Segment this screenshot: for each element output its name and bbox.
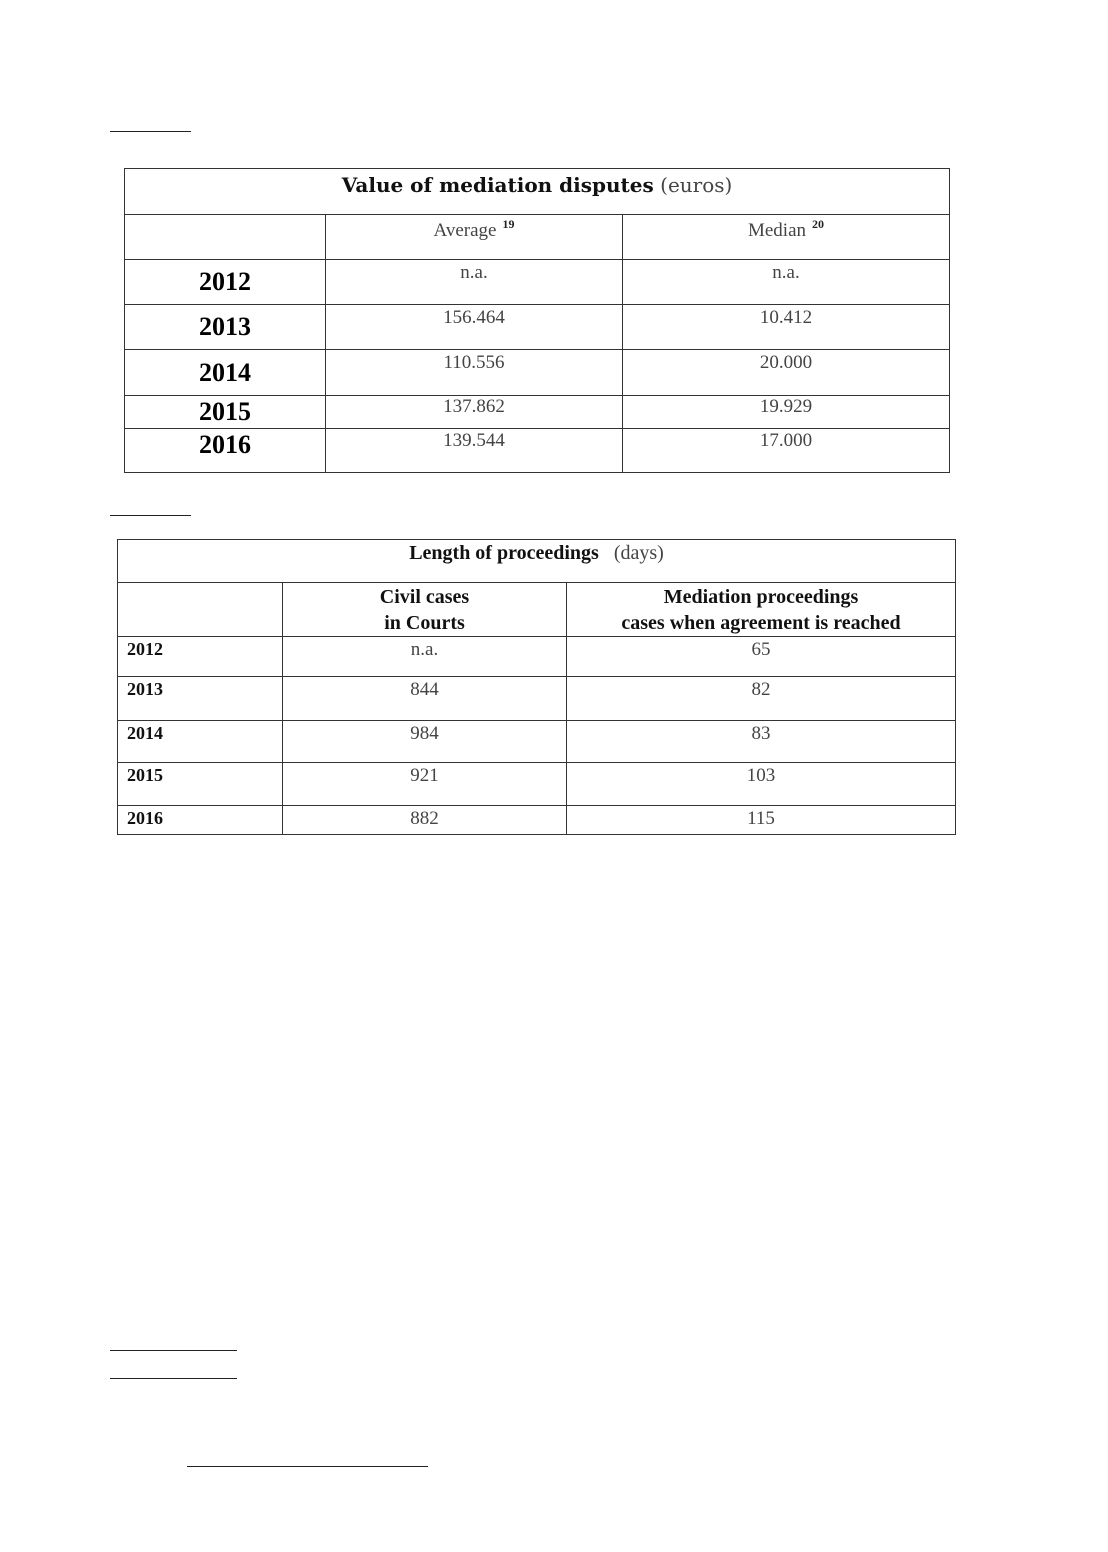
year-cell: 2014 bbox=[118, 721, 283, 763]
mediation-value-table bbox=[124, 168, 950, 473]
civil-cell: n.a. bbox=[283, 637, 567, 677]
average-cell: n.a. bbox=[326, 260, 623, 305]
median-cell: 17.000 bbox=[623, 429, 950, 473]
table-row bbox=[118, 637, 956, 677]
separator-line bbox=[110, 515, 191, 516]
column-header-average bbox=[326, 215, 623, 260]
footnote-separator-line bbox=[187, 1466, 428, 1467]
table-row bbox=[118, 806, 956, 835]
average-cell: 139.544 bbox=[326, 429, 623, 473]
column-label-line: Civil cases bbox=[379, 585, 470, 608]
table-unit: (euros) bbox=[660, 173, 733, 197]
mediation-cell: 83 bbox=[567, 721, 956, 763]
column-label-line: Mediation proceedings bbox=[663, 585, 859, 608]
year-cell: 2015 bbox=[125, 396, 326, 429]
table-row bbox=[125, 305, 950, 350]
column-label-line: in Courts bbox=[384, 611, 465, 634]
separator-line bbox=[110, 131, 191, 132]
column-label-line: cases when agreement is reached bbox=[621, 611, 901, 634]
median-cell: n.a. bbox=[623, 260, 950, 305]
average-cell: 110.556 bbox=[326, 350, 623, 396]
year-cell: 2012 bbox=[125, 260, 326, 305]
table-row bbox=[125, 350, 950, 396]
table-row bbox=[118, 763, 956, 806]
empty-header-cell bbox=[118, 583, 283, 637]
year-cell: 2012 bbox=[118, 637, 283, 677]
civil-cell: 921 bbox=[283, 763, 567, 806]
median-cell: 20.000 bbox=[623, 350, 950, 396]
table-title-text: Value of mediation disputes bbox=[341, 173, 654, 197]
footnote-ref: 20 bbox=[812, 217, 825, 231]
table-row bbox=[125, 260, 950, 305]
average-cell: 156.464 bbox=[326, 305, 623, 350]
footnote-separator-line bbox=[110, 1350, 237, 1351]
median-cell: 19.929 bbox=[623, 396, 950, 429]
table-row bbox=[118, 677, 956, 721]
table-title-text: Length of proceedings bbox=[409, 542, 599, 564]
column-label: Median bbox=[747, 220, 807, 241]
proceedings-length-table bbox=[117, 539, 956, 835]
median-cell: 10.412 bbox=[623, 305, 950, 350]
footnote-ref: 19 bbox=[502, 217, 515, 231]
year-cell: 2013 bbox=[118, 677, 283, 721]
table-title bbox=[118, 540, 956, 583]
mediation-cell: 115 bbox=[567, 806, 956, 835]
civil-cell: 844 bbox=[283, 677, 567, 721]
civil-cell: 984 bbox=[283, 721, 567, 763]
mediation-cell: 82 bbox=[567, 677, 956, 721]
table-row bbox=[125, 396, 950, 429]
table-unit: (days) bbox=[613, 542, 664, 564]
year-cell: 2016 bbox=[125, 429, 326, 473]
column-header-civil bbox=[283, 583, 567, 637]
column-header-median bbox=[623, 215, 950, 260]
empty-header-cell bbox=[125, 215, 326, 260]
year-cell: 2013 bbox=[125, 305, 326, 350]
mediation-cell: 103 bbox=[567, 763, 956, 806]
column-header-mediation bbox=[567, 583, 956, 637]
average-cell: 137.862 bbox=[326, 396, 623, 429]
table-row bbox=[118, 721, 956, 763]
civil-cell: 882 bbox=[283, 806, 567, 835]
column-label: Average bbox=[433, 220, 497, 241]
mediation-cell: 65 bbox=[567, 637, 956, 677]
year-cell: 2016 bbox=[118, 806, 283, 835]
table-title bbox=[125, 169, 950, 215]
year-cell: 2015 bbox=[118, 763, 283, 806]
footnote-separator-line bbox=[110, 1378, 237, 1379]
year-cell: 2014 bbox=[125, 350, 326, 396]
table-row bbox=[125, 429, 950, 473]
